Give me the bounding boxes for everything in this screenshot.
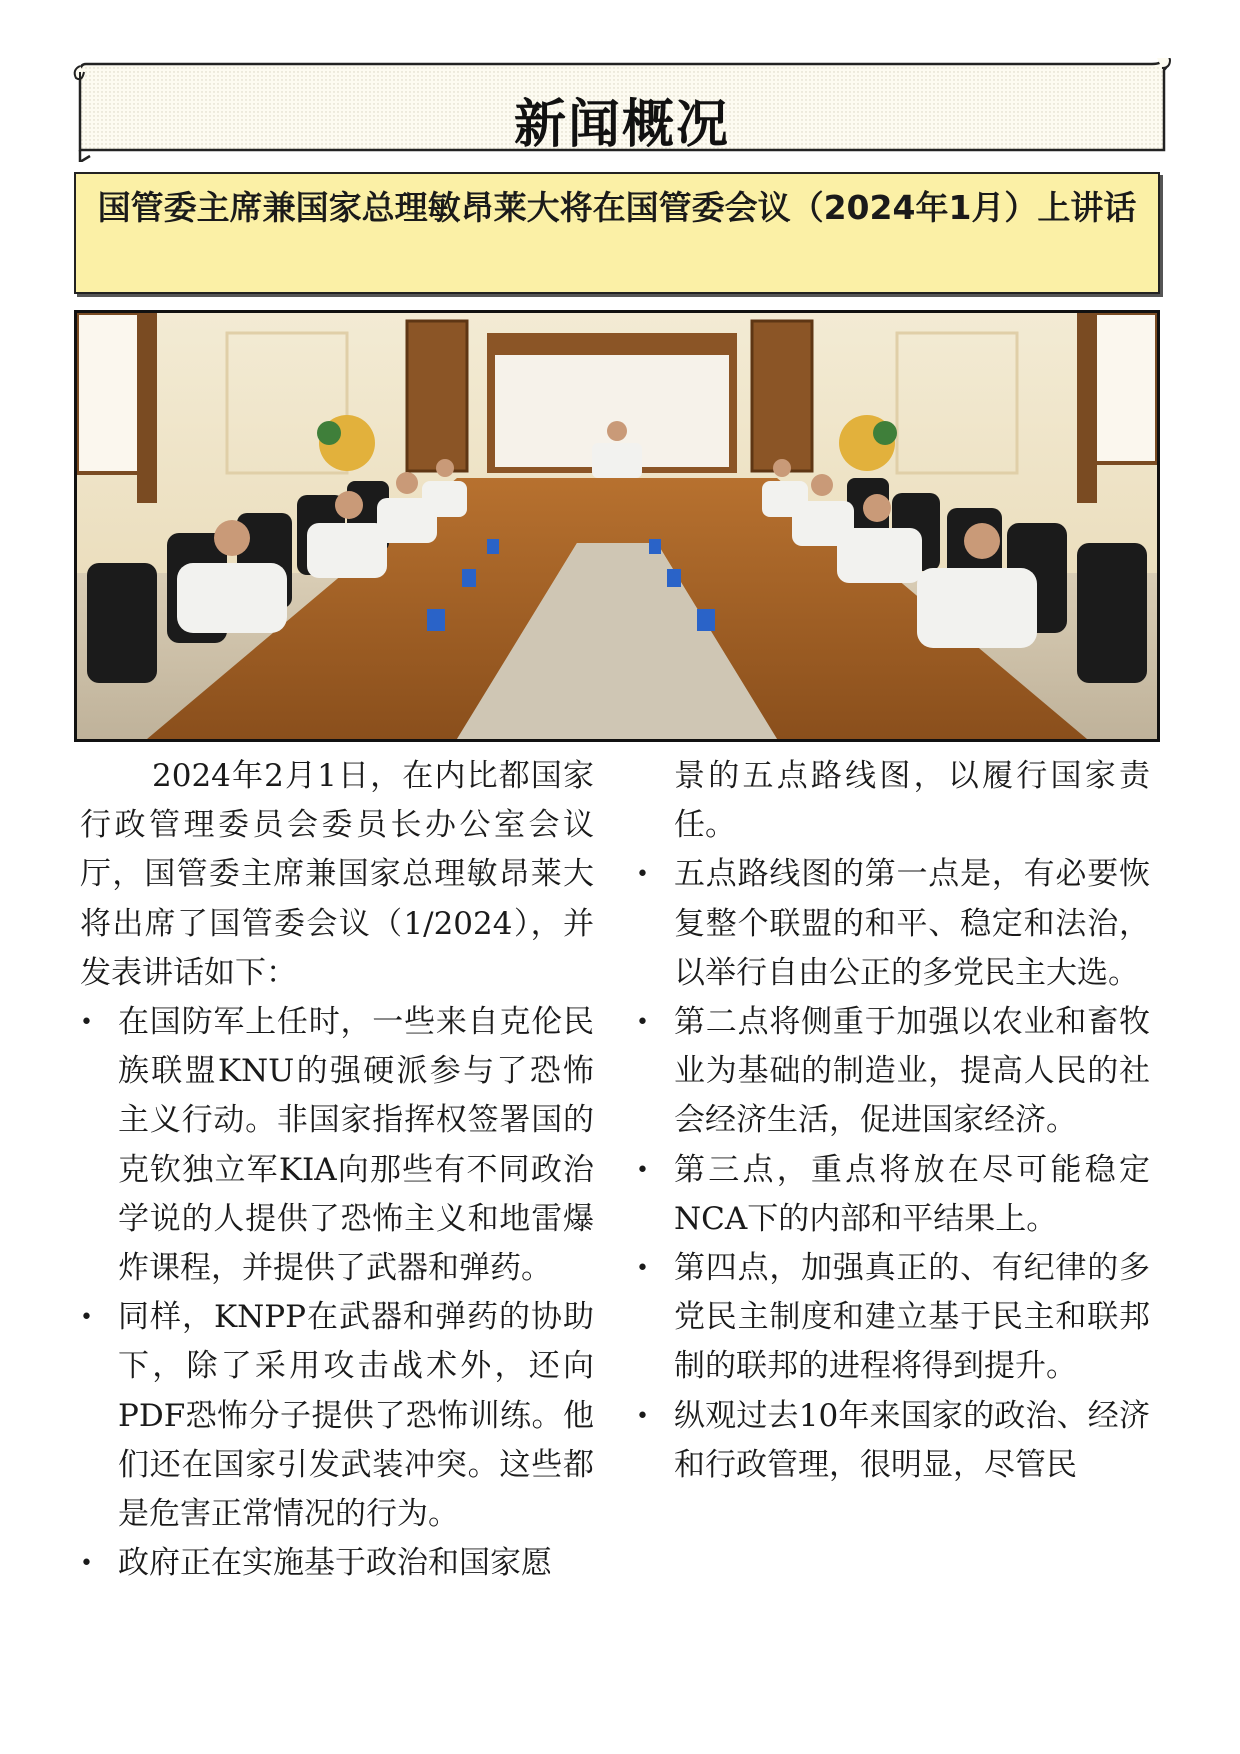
- continued-bullet-text: 景的五点路线图，以履行国家责任。: [674, 758, 1150, 844]
- bullet-text: 第三点，重点将放在尽可能稳定NCA下的内部和平结果上。: [674, 1151, 1150, 1237]
- bullet-text: 第四点，加强真正的、有纪律的多党民主制度和建立基于民主和联邦制的联邦的进程将得到提升。: [674, 1250, 1150, 1385]
- article-headline: 国管委主席兼国家总理敏昂莱大将在国管委会议（2024年1月）上讲话: [74, 172, 1160, 294]
- bullet-dot-icon: •: [636, 1256, 649, 1282]
- right-column: [636, 752, 1150, 1490]
- bullet-item: [636, 1392, 1150, 1490]
- bullet-item: [636, 1146, 1150, 1244]
- title-banner: [72, 58, 1172, 162]
- right-bullet-list: [636, 850, 1150, 1490]
- bullet-text: 政府正在实施基于政治和国家愿: [118, 1545, 552, 1582]
- bullet-text: 在国防军上任时，一些来自克伦民族联盟KNU的强硬派参与了恐怖主义行动。非国家指挥权签署国的克钦独立军KIA向那些有不同政治学说的人提供了恐怖主义和地雷爆炸课程，并提供了武器和弹药。: [118, 1004, 594, 1287]
- bullet-item: [636, 998, 1150, 1146]
- bullet-dot-icon: •: [636, 1010, 649, 1036]
- bullet-item: [80, 998, 594, 1293]
- bullet-dot-icon: •: [636, 1157, 649, 1183]
- bullet-item: [80, 1539, 594, 1588]
- bullet-dot-icon: •: [636, 862, 649, 888]
- bullet-item: [80, 1293, 594, 1539]
- bullet-text: 第二点将侧重于加强以农业和畜牧业为基础的制造业，提高人民的社会经济生活，促进国家经济。: [674, 1004, 1150, 1139]
- banner-title: 新闻概况: [513, 95, 730, 155]
- bullet-dot-icon: •: [80, 1305, 93, 1331]
- bullet-text: 纵观过去10年来国家的政治、经济和行政管理，很明显，尽管民: [674, 1397, 1150, 1483]
- bullet-item: [636, 850, 1150, 998]
- intro-paragraph: 2024年2月1日，在内比都国家行政管理委员会委员长办公室会议厅，国管委主席兼国家总理敏昂莱大将出席了国管委会议（1/2024），并发表讲话如下：: [80, 758, 594, 991]
- meeting-photo: [74, 310, 1160, 742]
- bullet-dot-icon: •: [636, 1403, 649, 1429]
- meeting-room-illustration: [77, 313, 1157, 739]
- bullet-item: [636, 1244, 1150, 1392]
- left-bullet-list: [80, 998, 594, 1588]
- bullet-text: 同样，KNPP在武器和弹药的协助下，除了采用攻击战术外，还向PDF恐怖分子提供了恐怖训练。他们还在国家引发武装冲突。这些都是危害正常情况的行为。: [118, 1299, 594, 1533]
- left-column: [80, 752, 594, 1588]
- bullet-text: 五点路线图的第一点是，有必要恢复整个联盟的和平、稳定和法治，以举行自由公正的多党民主大选。: [674, 856, 1150, 991]
- bullet-dot-icon: •: [80, 1551, 93, 1577]
- bullet-dot-icon: •: [80, 1010, 93, 1036]
